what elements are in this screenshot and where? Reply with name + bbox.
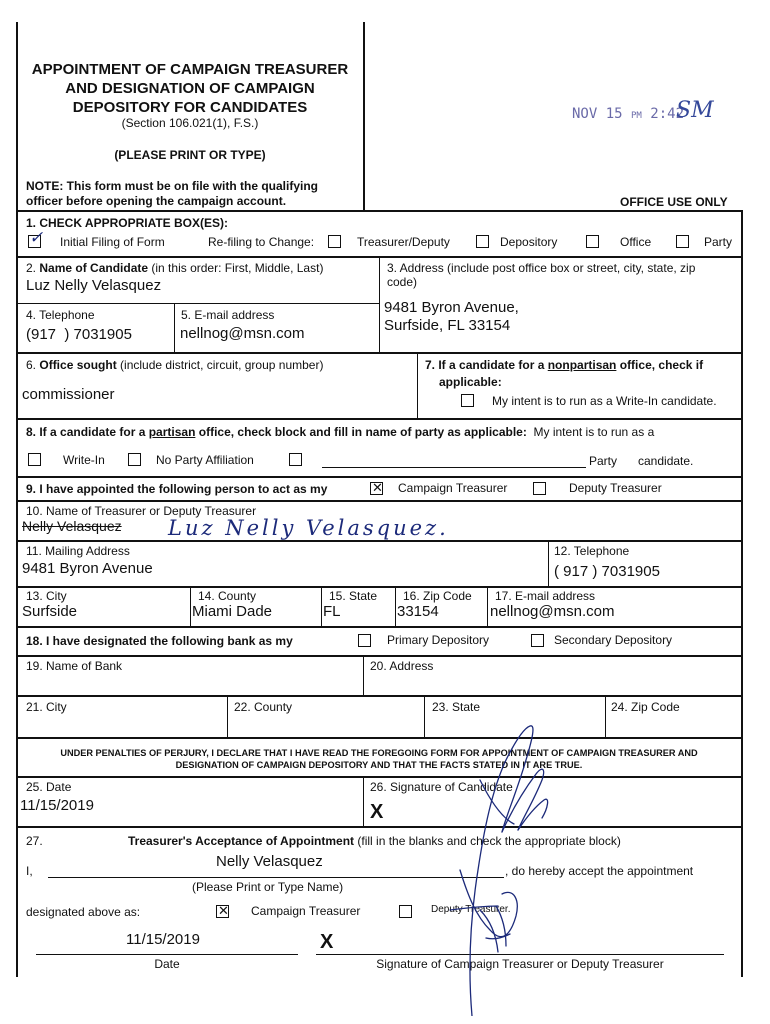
section1-label: 1. CHECK APPROPRIATE BOX(ES):: [26, 216, 229, 230]
note-line-2: officer before opening the campaign account.: [26, 194, 287, 208]
zip-label: 16. Zip Code: [403, 589, 472, 603]
candidate-name-label: [26, 261, 323, 275]
statute-ref: (Section 106.021(1), F.S.): [121, 116, 259, 130]
bank-county-label: 22. County: [234, 700, 293, 714]
mailing-address-value[interactable]: 9481 Byron Avenue: [22, 560, 153, 577]
office-sought-num: 6.: [26, 358, 37, 372]
bank-state-label: 23. State: [432, 700, 481, 714]
date-label: 25. Date: [26, 780, 72, 794]
nonpartisan-divider: [417, 352, 418, 418]
perjury-line-2: DESIGNATION OF CAMPAIGN DEPOSITORY AND THAT THE FACTS STATED IN IT ARE TRUE.: [175, 760, 583, 770]
acceptance-signature-x: X: [320, 931, 334, 953]
treasurer-name-struck[interactable]: Nelly Velasquez: [22, 518, 122, 534]
candidate-signature-x: X: [370, 801, 384, 823]
candidate-name-value[interactable]: Luz Nelly Velasquez: [26, 277, 162, 294]
npa-label: No Party Affiliation: [156, 453, 254, 467]
bank-name-label: 19. Name of Bank: [26, 659, 123, 673]
appoint-label: 9. I have appointed the following person to act as my: [26, 482, 328, 496]
city-value[interactable]: Surfside: [22, 603, 78, 620]
candidate-email-value[interactable]: nellnog@msn.com: [180, 325, 305, 342]
phone-row-line: [16, 303, 379, 304]
depository-label: Depository: [500, 235, 558, 249]
writein-nonpartisan-text: My intent is to run as a Write-In candidate.: [492, 394, 717, 408]
right-border: [741, 210, 743, 977]
treasurer-phone-area: 917: [563, 563, 589, 580]
perjury-statement: [18, 747, 740, 771]
initial-filing-label: Initial Filing of Form: [60, 235, 165, 249]
bank-zip-label: 24. Zip Code: [611, 700, 680, 714]
form-title: [20, 60, 360, 117]
city-label: 13. City: [26, 589, 67, 603]
section6-top-line: [16, 352, 743, 354]
treasurer-phone-number: 7031905: [601, 563, 660, 580]
treasurer-phone-value[interactable]: ( 917 ) 7031905: [554, 563, 660, 580]
stamp-initials: SM: [676, 98, 714, 123]
partisan-intent: My intent is to run as a: [533, 425, 655, 439]
bank-county-divider: [227, 695, 228, 737]
stamp-date: NOV 15: [572, 106, 623, 122]
acceptance-title-rest: (fill in the blanks and check the appropriate block): [357, 834, 621, 848]
state-label: 15. State: [329, 589, 378, 603]
depository-checkbox[interactable]: [586, 235, 599, 248]
office-sought-bold: Office sought: [39, 358, 117, 372]
section11-top-line: [16, 540, 743, 542]
treasurer-deputy-checkbox[interactable]: [476, 235, 489, 248]
section21-top-line: [16, 695, 743, 697]
acceptance-date-label: Date: [154, 957, 180, 971]
acceptance-num: 27.: [26, 834, 43, 848]
acceptance-signature-label: Signature of Campaign Treasurer or Deputy Treasurer: [376, 957, 664, 971]
accept-text: , do hereby accept the appointment: [505, 864, 694, 878]
npa-checkbox[interactable]: [128, 453, 141, 466]
writein-checkbox[interactable]: [28, 453, 41, 466]
zip-divider: [395, 586, 396, 626]
accept-campaign-checkbox[interactable]: ✕: [216, 905, 229, 918]
county-label: 14. County: [198, 589, 257, 603]
bank-address-label: 20. Address: [370, 659, 434, 673]
treasurer-name-handwritten: Luz Nelly Velasquez.: [168, 516, 449, 540]
acceptance-date-line: [36, 954, 298, 955]
title-line-2: AND DESIGNATION OF CAMPAIGN: [65, 80, 315, 97]
nonpartisan-applicable: applicable:: [439, 375, 502, 389]
office-sought-label: [26, 358, 323, 372]
nonpartisan-word: nonpartisan: [547, 358, 617, 372]
office-sought-value[interactable]: commissioner: [22, 386, 115, 403]
accept-deputy-label: Deputy Treasurer.: [431, 904, 511, 915]
candidate-signature-label: 26. Signature of Candidate: [370, 780, 513, 794]
accept-campaign-label: Campaign Treasurer: [251, 904, 361, 918]
candidate-address-line-2[interactable]: Surfside, FL 33154: [384, 317, 511, 334]
stamp-time: 2:42: [650, 106, 685, 122]
section18-top-line: [16, 626, 743, 628]
bank-address-divider: [363, 655, 364, 695]
partisan-text-2: office, check block and fill in name of party as applicable:: [198, 425, 527, 439]
zip-value[interactable]: 33154: [397, 603, 439, 620]
party-name-blank[interactable]: [322, 467, 586, 468]
secondary-depository-label: Secondary Depository: [554, 633, 673, 647]
primary-depository-checkbox[interactable]: [358, 634, 371, 647]
candidate-name-num: 2.: [26, 261, 37, 275]
title-line-3: DEPOSITORY FOR CANDIDATES: [72, 99, 308, 116]
initial-filing-checkbox[interactable]: ✓: [29, 228, 44, 248]
candidate-word: candidate.: [638, 454, 694, 468]
refiling-label: Re-filing to Change:: [208, 235, 315, 249]
section25-top-line: [16, 776, 743, 778]
candidate-email-label: 5. E-mail address: [181, 308, 275, 322]
acceptor-name-value[interactable]: Nelly Velasquez: [216, 853, 323, 870]
bank-zip-divider: [605, 695, 606, 737]
accept-deputy-checkbox[interactable]: [399, 905, 412, 918]
section8-top-line: [16, 418, 743, 420]
office-label: Office: [620, 235, 652, 249]
header-divider: [363, 22, 365, 210]
nonpartisan-text-2: office, check if: [619, 358, 704, 372]
deputy-treasurer-label: Deputy Treasurer: [569, 481, 662, 495]
partisan-text-1: 8. If a candidate for a: [26, 425, 146, 439]
candidate-name-bold: Name of Candidate: [39, 261, 149, 275]
signature-divider: [363, 776, 364, 826]
designate-bank-label: 18. I have designated the following bank as my: [26, 634, 293, 648]
treasurer-email-label: 17. E-mail address: [495, 589, 596, 603]
candidate-phone-value[interactable]: (917 ) 7031905: [26, 326, 132, 343]
section27-top-line: [16, 826, 743, 828]
section13-top-line: [16, 586, 743, 588]
writein-label: Write-In: [63, 453, 105, 467]
candidate-address-label-2: code): [387, 275, 418, 289]
party-checkbox[interactable]: [289, 453, 302, 466]
refiling-checkbox[interactable]: [328, 235, 341, 248]
acceptance-date-value[interactable]: 11/15/2019: [126, 931, 200, 948]
print-name-hint: (Please Print or Type Name): [192, 880, 344, 894]
mailing-address-label: 11. Mailing Address: [26, 544, 130, 558]
candidate-address-label-1: 3. Address (include post office box or street, city, state, zip: [387, 261, 696, 275]
section1-top-line: [16, 210, 743, 212]
designated-label: designated above as:: [26, 905, 141, 919]
partisan-label: [26, 425, 654, 439]
bank-city-label: 21. City: [26, 700, 67, 714]
print-instruction: (PLEASE PRINT OR TYPE): [114, 148, 266, 162]
phone-email-divider: [174, 303, 175, 352]
treasurer-email-value[interactable]: nellnog@msn.com: [490, 603, 615, 620]
email-divider: [487, 586, 488, 626]
candidate-phone-label: 4. Telephone: [26, 308, 95, 322]
nonpartisan-text-1: 7. If a candidate for a: [425, 358, 545, 372]
candidate-phone-number: 7031905: [73, 326, 132, 343]
writein-nonpartisan-checkbox[interactable]: [461, 394, 474, 407]
partisan-word: partisan: [148, 425, 196, 439]
section10-top-line: [16, 500, 743, 502]
state-divider: [321, 586, 322, 626]
secondary-depository-checkbox[interactable]: [531, 634, 544, 647]
party-option-label: Party: [704, 235, 733, 249]
perjury-line-1: UNDER PENALTIES OF PERJURY, I DECLARE THAT I HAVE READ THE FOREGOING FORM FOR APPOINTMENT OF CAMPAIGN TREASURER AND: [60, 748, 698, 758]
deputy-treasurer-checkbox[interactable]: [533, 482, 546, 495]
nonpartisan-label: [425, 358, 703, 372]
stamp-pm: PM: [631, 111, 642, 121]
party-word: Party: [589, 454, 618, 468]
acceptance-title-bold: Treasurer's Acceptance of Appointment: [128, 834, 355, 848]
office-use-only: OFFICE USE ONLY: [620, 195, 728, 209]
address-divider: [379, 256, 380, 352]
county-divider: [190, 586, 191, 626]
primary-depository-label: Primary Depository: [387, 633, 490, 647]
note-line-1: NOTE: This form must be on file with the qualifying: [26, 179, 319, 193]
county-value[interactable]: Miami Dade: [192, 603, 273, 620]
campaign-treasurer-checkbox[interactable]: ✕: [370, 482, 383, 495]
perjury-top-line: [16, 737, 743, 739]
state-value[interactable]: FL: [323, 603, 341, 620]
candidate-address-line-1[interactable]: 9481 Byron Avenue,: [384, 299, 519, 316]
i-word: I,: [26, 864, 33, 878]
office-sought-hint: (include district, circuit, group number): [120, 358, 324, 372]
date-value[interactable]: 11/15/2019: [20, 797, 94, 814]
treasurer-phone-divider: [548, 540, 549, 586]
received-stamp: [572, 106, 684, 122]
treasurer-phone-label: 12. Telephone: [554, 544, 630, 558]
section19-top-line: [16, 655, 743, 657]
treasurer-deputy-label: Treasurer/Deputy: [357, 235, 450, 249]
office-checkbox[interactable]: [676, 235, 689, 248]
title-line-1: APPOINTMENT OF CAMPAIGN TREASURER: [31, 61, 349, 78]
campaign-treasurer-label: Campaign Treasurer: [398, 481, 508, 495]
treasurer-name-label: 10. Name of Treasurer or Deputy Treasurer: [26, 504, 257, 518]
candidate-name-hint: (in this order: First, Middle, Last): [151, 261, 324, 275]
handwritten-signature: [420, 720, 570, 1016]
candidate-phone-area: 917: [31, 326, 57, 343]
section9-top-line: [16, 476, 743, 478]
